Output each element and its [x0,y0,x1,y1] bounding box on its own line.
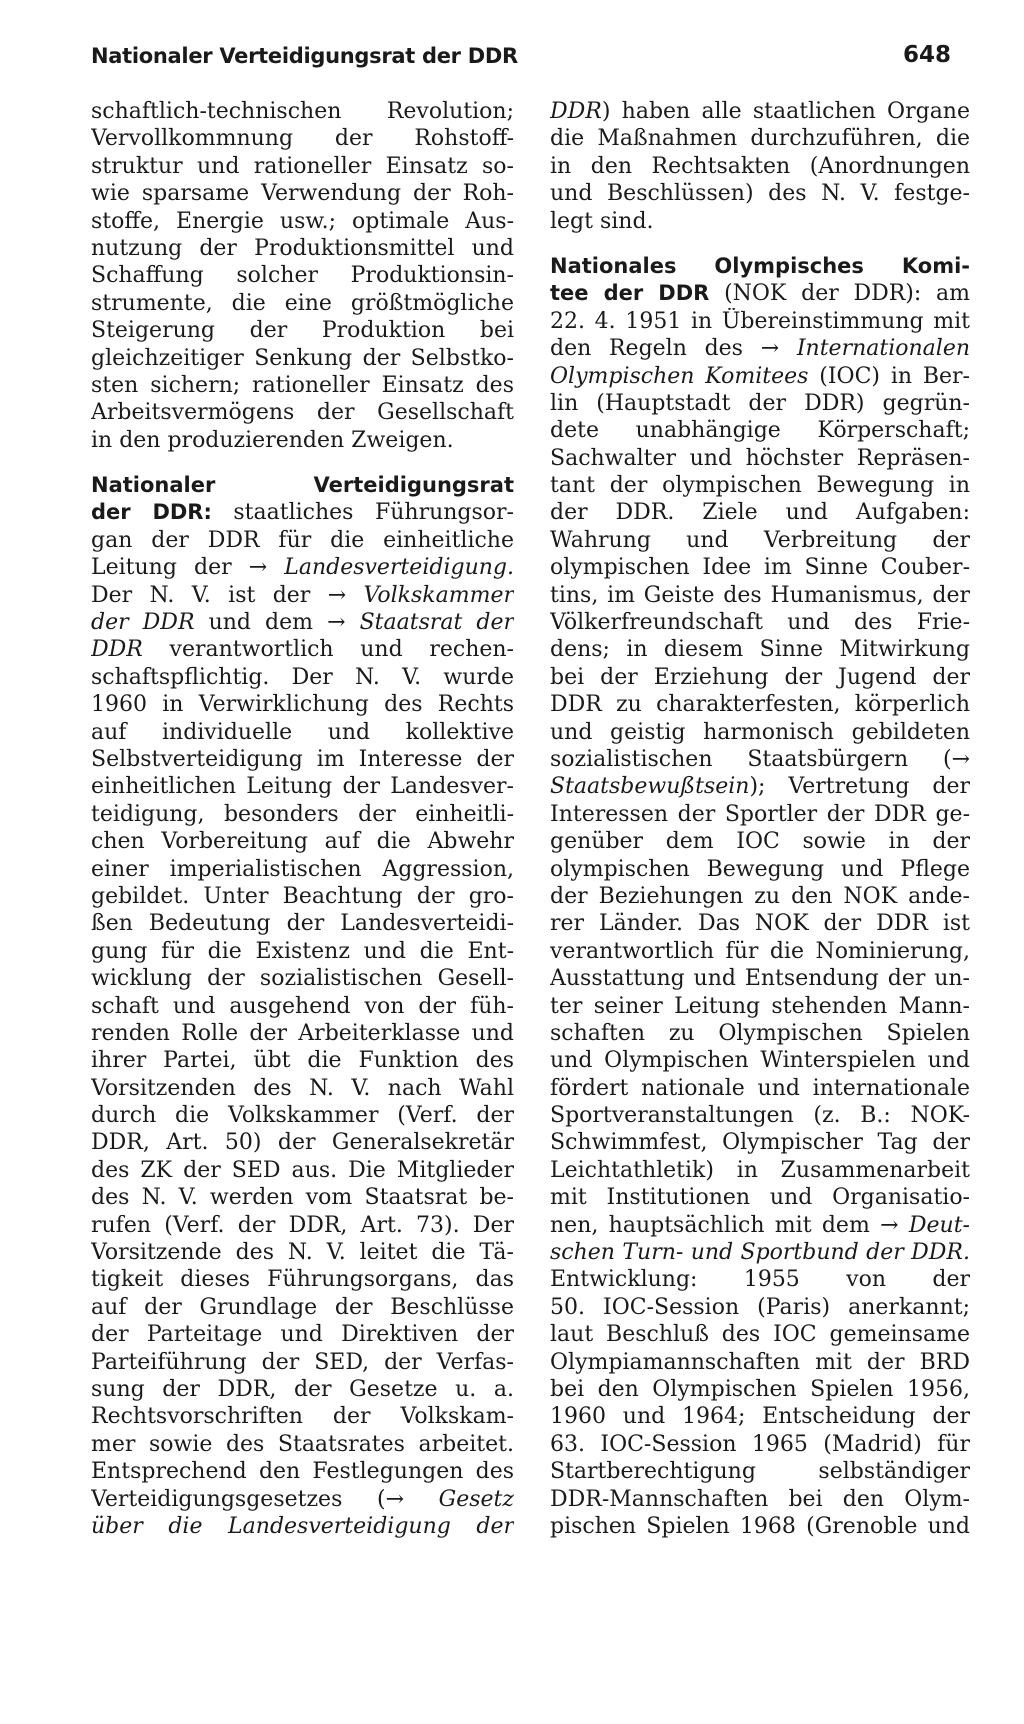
cross-reference[interactable]: Gesetz [438,1486,514,1512]
cross-reference-arrow: → [951,746,970,772]
text-line: teidigung, besonders der einheitli- [91,801,514,827]
text-line [550,98,970,125]
text-line: der Parteitage und Direktiven der [91,1322,514,1348]
text-line: wie sparsame Verwendung der Roh- [91,181,514,207]
text-span: (IOC) in Ber- [819,363,970,389]
text-line: des ZK der SED aus. Die Mitglieder [91,1157,514,1183]
text-line: wicklung der sozialistischen Gesell- [91,966,514,992]
text-span: (NOK der DDR): am [724,281,970,307]
text-line: Parteiführung der SED, der Verfas- [91,1349,514,1375]
text-line: ßen Bedeutung der Landesverteidi- [91,911,514,937]
text-line: und Olympischen Winterspielen und [550,1048,970,1074]
text-line: struktur und rationeller Einsatz so- [91,153,514,179]
text-span: ) haben alle staatlichen Organe [601,99,970,124]
text-line: gebildet. Unter Beachtung der gro- [91,883,514,909]
cross-reference[interactable]: Staatsbewußtsein [550,774,750,800]
text-line [91,582,514,609]
text-line: Rechtsvorschriften der Volkskam- [91,1404,514,1430]
cross-reference-arrow: → [327,610,346,636]
text-line: 63. IOC-Session 1965 (Madrid) für [550,1431,970,1457]
text-line: Entwicklung: 1955 von der [550,1267,970,1293]
text-span: den Regeln des [550,336,743,362]
text-line: in den produzierenden Zweigen. [91,427,454,453]
text-line: dete unabhängige Körperschaft; [550,418,970,444]
cross-reference[interactable]: Landesverteidigung. [284,555,514,581]
text-line: chen Vorbereitung auf die Abwehr [91,829,514,855]
text-line: der DDR. Ziele und Aufgaben: [550,500,970,526]
text-line: gleichzeitiger Senkung der Selbstko- [91,345,514,371]
text-line: und Beschlüssen) des N. V. festge- [550,181,970,207]
text-line: bei den Olympischen Spielen 1956, [550,1376,970,1402]
text-line: nutzung der Produktionsmittel und [91,235,514,261]
text-line: laut Beschluß des IOC gemeinsame [550,1322,970,1348]
text-line: Arbeitsvermögens der Gesellschaft [91,400,514,426]
text-line: legt sind. [550,208,654,234]
text-line: gan der DDR für die einheitliche [91,527,514,553]
entry-nationaler-verteidigungsrat [91,472,514,1540]
text-line: DDR-Mannschaften bei den Olym- [550,1486,970,1512]
text-line: des N. V. werden vom Staatsrat be- [91,1185,514,1211]
text-line: strumente, die eine größtmögliche [91,290,514,316]
text-line: durch die Volkskammer (Verf. der [91,1103,514,1129]
cross-reference[interactable]: schen Turn- und Sportbund der DDR. [550,1240,970,1266]
text-line: ter seiner Leitung stehenden Mann- [550,993,970,1019]
text-line: der Beziehungen zu den NOK ande- [550,883,970,909]
text-line: rufen (Verf. der DDR, Art. 73). Der [91,1212,514,1238]
text-line [550,746,970,773]
right-column [550,98,970,1540]
text-line: 22. 4. 1951 in Übereinstimmung mit [550,308,970,334]
text-line [550,1212,970,1239]
text-line: tant der olympischen Bewegung in [550,473,970,499]
text-line: auf der Grundlage der Beschlüsse [91,1294,514,1320]
text-line: mer sowie des Staatsrates arbeitet. [91,1431,514,1457]
text-line: Entsprechend den Festlegungen des [91,1459,514,1485]
text-span: sozialistischen Staatsbürgern ( [550,746,952,772]
text-line: die Maßnahmen durchzuführen, die [550,126,970,152]
text-line: Vorsitzende des N. V. leitet die Tä- [91,1240,514,1266]
left-column [91,98,514,1540]
text-line: DDR, Art. 50) der Generalsekretär [91,1130,514,1156]
entry-headword: Nationaler Verteidigungsrat [91,473,514,498]
text-line: Sportveranstaltungen (z. B.: NOK- [550,1103,970,1129]
text-line: olympischen Idee im Sinne Couber- [550,555,970,581]
text-line [550,335,970,362]
text-line: fördert nationale und internationale [550,1075,970,1101]
text-line: 50. IOC-Session (Paris) anerkannt; [550,1294,970,1320]
cross-reference-arrow: → [327,582,347,608]
text-line [550,280,970,307]
text-span: Verteidigungsgesetzes ( [91,1486,386,1512]
text-line [91,609,514,636]
text-line: renden Rolle der Arbeiterklasse und [91,1020,514,1046]
cross-reference[interactable]: der DDR [91,610,195,636]
text-line: tigkeit dieses Führungsorgans, das [91,1267,514,1293]
text-line: pischen Spielen 1968 (Grenoble und [550,1513,970,1539]
cross-reference[interactable]: Internationalen [796,336,970,362]
running-head: Nationaler Verteidigungsrat der DDR [91,44,518,68]
text-line: Vorsitzenden des N. V. nach Wahl [91,1075,514,1101]
text-span: staatliches Führungsor- [233,500,514,526]
text-span: nen, hauptsächlich mit dem [550,1212,870,1238]
cross-reference[interactable]: Deut- [908,1212,970,1238]
text-line: 1960 und 1964; Entscheidung der [550,1404,970,1430]
text-line: Selbstverteidigung im Interesse der [91,746,514,772]
text-line: einer imperialistischen Aggression, [91,856,514,882]
text-line: DDR zu charakterfesten, körperlich [550,692,970,718]
text-line: sten sichern; rationeller Einsatz des [91,372,514,398]
text-line: tins, im Geiste des Humanismus, der [550,582,970,608]
text-line [91,499,514,526]
text-line: Schaffung solcher Produktionsin- [91,263,514,289]
text-line: in den Rechtsakten (Anordnungen [550,153,970,179]
text-line: schaften zu Olympischen Spielen [550,1020,970,1046]
text-line: rer Länder. Das NOK der DDR ist [550,911,970,937]
text-line: sung der DDR, der Gesetze u. a. [91,1376,514,1402]
text-line: 1960 in Verwirklichung des Rechts [91,692,514,718]
text-line: lin (Hauptstadt der DDR) gegrün- [550,390,970,416]
entry-headword: der DDR: [91,500,212,525]
text-line: stoffe, Energie usw.; optimale Aus- [91,208,514,234]
entry-headword: tee der DDR [550,281,710,306]
text-line: genüber dem IOC sowie in der [550,829,970,855]
text-line: Völkerfreundschaft und des Frie- [550,610,970,636]
text-line: verantwortlich für die Nominierung, [550,938,970,964]
text-line: Steigerung der Produktion bei [91,318,514,344]
text-line [91,636,514,663]
text-line [91,472,514,499]
text-line [550,773,970,800]
text-line: dens; in diesem Sinne Mitwirkung [550,637,970,663]
text-line: Ausstattung und Entsendung der un- [550,966,970,992]
text-line [550,253,970,280]
text-line: Interessen der Sportler der DDR ge- [550,801,970,827]
text-line: mit Institutionen und Organisatio- [550,1185,970,1211]
text-line: Schwimmfest, Olympischer Tag der [550,1130,970,1156]
text-line: ihrer Partei, übt die Funktion des [91,1048,514,1074]
text-line: schaftspflichtig. Der N. V. wurde [91,664,514,690]
cross-reference[interactable]: DDR [550,99,602,124]
text-span: Leitung der [91,555,232,581]
text-span: verantwortlich und rechen- [169,637,514,663]
cross-reference[interactable]: DDR [91,637,143,663]
text-line: Wahrung und Verbreitung der [550,527,970,553]
text-line: einheitlichen Leitung der Landesver- [91,774,514,800]
text-line: Leichtathletik) in Zusammenarbeit [550,1157,970,1183]
entry-headword: Nationales Olympisches Komi- [550,253,970,278]
cross-reference-arrow: → [760,336,780,362]
text-span: Der N. V. ist der [91,582,311,608]
text-line: auf individuelle und kollektive [91,719,514,745]
cross-reference[interactable]: Staatsrat der [359,610,514,636]
cross-reference[interactable]: Olympischen Komitees [550,363,809,389]
text-line: schaft und ausgehend von der füh- [91,993,514,1019]
text-line: schaftlich-technischen Revolution; [91,99,514,124]
cross-reference[interactable]: Volkskammer [363,582,514,608]
entry-nationales-olympisches-komitee [550,253,970,1540]
continuation-paragraph [550,98,970,235]
text-line: Vervollkommnung der Rohstoff- [91,126,514,152]
text-line: und geistig harmonisch gebildeten [550,719,970,745]
text-line: Olympiamannschaften mit der BRD [550,1349,970,1375]
text-line: Startberechtigung selbständiger [550,1459,970,1485]
text-line [550,363,970,390]
cross-reference-arrow: → [385,1486,405,1512]
text-line: Sachwalter und höchster Repräsen- [550,445,970,471]
cross-reference[interactable]: über die Landesverteidigung der [91,1513,514,1539]
cross-reference-arrow: → [248,555,268,581]
text-line: olympischen Bewegung und Pflege [550,856,970,882]
text-span: ); Vertretung der [749,774,970,800]
continuation-paragraph [91,98,514,454]
text-line: gung für die Existenz und die Ent- [91,938,514,964]
page-number: 648 [903,42,952,68]
text-line [91,554,514,581]
text-line: bei der Erziehung der Jugend der [550,664,970,690]
text-span: und dem [208,610,314,636]
text-line [91,1486,514,1513]
cross-reference-arrow: → [880,1212,899,1238]
